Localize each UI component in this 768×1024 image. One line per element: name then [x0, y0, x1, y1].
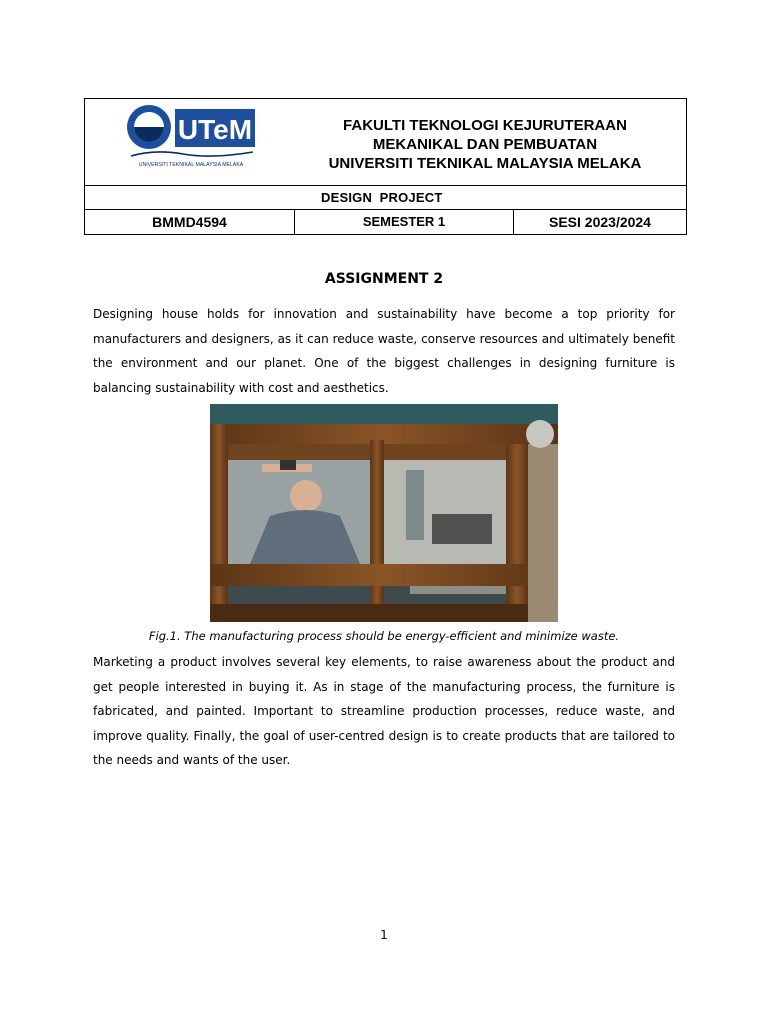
utem-logo: [125, 101, 257, 169]
header-top-cell: [85, 99, 686, 186]
assignment-title: ASSIGNMENT 2: [324, 271, 444, 287]
svg-text:UNIVERSITI TEKNIKAL MALAYSIA M: UNIVERSITI TEKNIKAL MALAYSIA MELAKA: [138, 162, 244, 168]
institution-line-2: MEKANIKAL DAN PEMBUATAN: [372, 136, 598, 153]
course-info-row: [85, 210, 686, 234]
intro-paragraph: Designing house holds for innovation and sustainability have become a top priority for manufacturers and designers, as it can reduce waste, conserve resources and ultimately benefit the environment and our planet. One of the biggest challenges in designing furniture is balancing sustainability with cost and aesthetics.: [93, 307, 675, 395]
header-table: [84, 98, 687, 235]
project-label: DESIGN PROJECT: [321, 190, 443, 205]
course-code: BMMD4594: [85, 210, 295, 234]
project-row: [85, 186, 686, 210]
figure-caption: Fig.1. The manufacturing process should be energy-efficient and minimize waste.: [148, 629, 620, 643]
svg-text:UTeM: UTeM: [177, 114, 253, 145]
furniture-workshop-photo: [210, 404, 558, 622]
page-number: 1: [380, 928, 388, 942]
institution-line-1: FAKULTI TEKNOLOGI KEJURUTERAAN: [343, 117, 627, 134]
institution-name: [295, 116, 675, 173]
semester: SEMESTER 1: [295, 210, 514, 234]
institution-line-3: UNIVERSITI TEKNIKAL MALAYSIA MELAKA: [328, 155, 642, 172]
marketing-paragraph: Marketing a product involves several key elements, to raise awareness about the product and get people interested in buying it. As in stage of the manufacturing process, the furniture is fabricated, and painted. Important to streamline production processes, reduce waste, and improve quality. Finally, the goal of user-centred design is to create products that are tailored to the needs and wants of the user.: [93, 655, 675, 767]
session: SESI 2023/2024: [549, 214, 651, 230]
